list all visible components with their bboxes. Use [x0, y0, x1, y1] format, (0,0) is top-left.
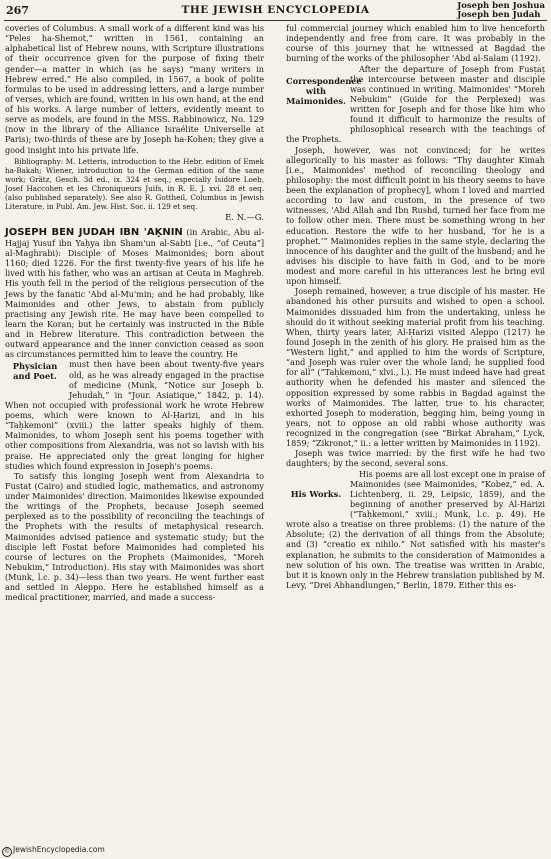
paragraph: ful commercial journey which enabled him to live henceforth independently and free from care. It was probably in the course of this journey that he witnessed at Bagdad the burning of the works of the philosopher 'Abd al-Salam (1192). [286, 23, 545, 64]
footer-text: JewishEncyclopedia.com [13, 845, 105, 854]
entry-title: JOSEPH BEN JUDAH IBN 'AḲNIN [5, 226, 183, 238]
right-column [286, 23, 545, 590]
entry-paragraph [5, 227, 264, 360]
author-signature: E. N.—G. [225, 212, 264, 223]
guide-words [457, 2, 545, 20]
paragraph: must then have been about twenty-five years old, as he was already engaged in the practise of medicine (Munk, “Notice sur Joseph b. Jehudah,” in “Jour. Asiatique,” 1842, p. 14). When not occupied with professional work he wrote Hebrew poems, which were known to Al-Ḥarizi, and in his “Taḥkemoni” (xviii.) the latter speaks highly of them. Maimonides, to whom Joseph sent his poems together with other compositions from Alexandria, was not so lavish with his praise. He appreciated only the great longing for higher studies which found expression in Joseph's poems. [5, 359, 264, 471]
paragraph: Joseph remained, however, a true disciple of his master. He abandoned his other pursuits and wished to open a school. Maimonides dissuaded him from the undertaking, unless he should do it without seeking material profit from his teaching. When, thirty years later, Al-Ḥarizi visited Aleppo (1217) he found Joseph in the zenith of his glory. He praised him as the “Western light,” and applied to him the words of Scripture, “and Joseph was ruler over the whole land; he supplied food for all” (“Taḥkemoni,” xlvi., l.). He must indeed have had great authority when he defended his master and silenced the opposition expressed by some rabbis in Bagdad against the works of Maimonides. The latter, true to his character, exhorted Joseph to moderation, begging him, being young in years, not to oppose an old rabbi whose authority was recognized in the congregation (see “Birkat Abraham,” Lyck, 1859; “Zikronot,” ii.: a letter written by Maimonides in 1192). [286, 286, 545, 449]
guide-word-top: Joseph ben Joshua [457, 1, 545, 11]
paragraph: His poems are all lost except one in praise of Maimonides (see Maimonides, “Kobez,” ed. A. Lichtenberg, ii. 29, Leipsic, 1859), and the beginning of another preserved by Al-Harizi (“Taḥkemoni,” xviii.; Munk, l.c. p. 49). He wrote also a treatise on three problems: (1) the nature of the Absolute; (2) the derivation of all things from the Absolute; and (3) “creatio ex nihilo.” Not satisfied with his master's explanation, he submits to the consideration of Maimonides a new solution of his own. The treatise was written in Arabic, but it is known only in the Hebrew translation published by M. Levy, “Drei Abhandlungen,” Berlin, 1879. Either this es- [286, 468, 545, 590]
left-column [5, 23, 264, 602]
page-number: 267 [6, 4, 29, 17]
paragraph: coveries of Columbus. A small work of a different kind was his “Peles ha-Shemot,” written in 1561, containing an alphabetical list of Hebrew nouns, with Scripture illustrations of their occurrence given for the purpose of fixing their gender—a matter in which (as he says) “many writers in Hebrew erred.” He also compiled, in 1567, a book of polite formulas to be used in addressing letters, and a large number of verses, which are found, written in his own hand, at the end of his works. A large number of letters, evidently meant to serve as models, are found in the MSS. Rabbinowicz, No. 129 (now in the library of the Alliance Israélite Universelle at Paris); two-thirds of these are by Joseph ha-Kohen; they give a good insight into his private life. [5, 23, 264, 155]
running-title: THE JEWISH ENCYCLOPEDIA [181, 4, 370, 16]
footer-credit [2, 845, 105, 857]
page-header [4, 2, 547, 21]
paragraph: Joseph was twice married: by the first wife he had two daughters; by the second, several sons. [286, 448, 545, 469]
paragraph: Joseph, however, was not convinced; for he writes allegorically to his master as follows: “Thy daughter Kimah [i.e., Maimonides' method of reconciling theology and philosophy: the most difficult point in his theory seems to have been the explanation of prophecy], whom I loved and married according to law and custom, in the presence of two witnesses, 'Abd Allah and Ibn Rushd, turned her face from me to follow other men. There must be something wrong in her education. Restore the wife to her husband, ‘for he is a prophet.’” Maimonides replies in the same style, declaring the innocence of his daughter and the guilt of the husband; and he advises his disciple to have faith in God, and to be more modest and more careful in his utterances lest he bring evil upon himself. [286, 144, 545, 287]
paragraph: To satisfy this longing Joseph went from Alexandria to Fustat (Cairo) and studied logic, mathematics, and astronomy under Maimonides' direction. Maimonides likewise expounded the writings of the Prophets, because Joseph seemed perplexed as to the possibility of reconciling the teachings of the Prophets with the results of metaphysical research. Maimonides advised patience and systematic study; but the disciple left Fostat before Maimonides had completed his course of lectures on the Prophets (Maimonides, “Moreh Nebukim,” Introduction). His stay with Maimonides was short (Munk, l.c. p. 34)—less than two years. He went further east and settled in Aleppo. Here he established himself as a medical practitioner, married, and made a success- [5, 470, 264, 603]
margin-heading-correspondence: Correspondence with Maimonides. [286, 75, 362, 106]
entry-intro: (in Arabic, Abu al-Hajjaj Yusuf ibn Yaḥya ibn Sham'un al-Sabti [i.e., “of Ceuta”] al-Maghrabi): Disciple of Moses Maimonides; born about 1160; died 1226. For the first twenty-five years of his life he lived with his father, who was an artisan at Ceuta in Maghreb. His youth fell in the period of the religious persecution of the Jews by the fanatic 'Abd al-Mu'min; and he had probably, like Maimonides and other Jews, to abstain from publicly practising any Jewish rite. He may have been compelled to learn the Koran; but he certainly was instructed in the Bible and in Hebrew literature. This contradiction between the outward appearance and the inner conviction ceased as soon as circumstances permitted him to leave the country. He [5, 226, 265, 360]
guide-word-bottom: Joseph ben Judah [457, 10, 541, 20]
margin-heading-physician: Physician and Poet. [12, 361, 58, 382]
paragraph: After the departure of Joseph from Fusṭaṭ the intercourse between master and disciple was continued in writing. Maimonides' “Moreh Nebukim” (Guide for the Perplexed) was written for Joseph and for those like him who found it difficult to harmonize the results of philosophical research with the teachings of the Prophets. [286, 63, 545, 145]
copyright-icon: © [4, 848, 10, 855]
bibliography: Bibliography: M. Letteris, introduction to the Hebr. edition of Emek ha-Bakah; Wiener, introduction to the German edition of the same work; Grätz, Gesch. 3d ed., ix. 324 et seq.; especially Isidore Loeb, Josef Haccohen et les Chroniqueurs Juifs, in R. E. J. xvi. 28 et seq. (also published separately). See also R. Gottheil, Columbus in Jewish Literature, in Publ. Am. Jew. Hist. Soc. ii. 129 et seq. [5, 156, 264, 211]
margin-heading-works: His Works. [290, 488, 342, 499]
